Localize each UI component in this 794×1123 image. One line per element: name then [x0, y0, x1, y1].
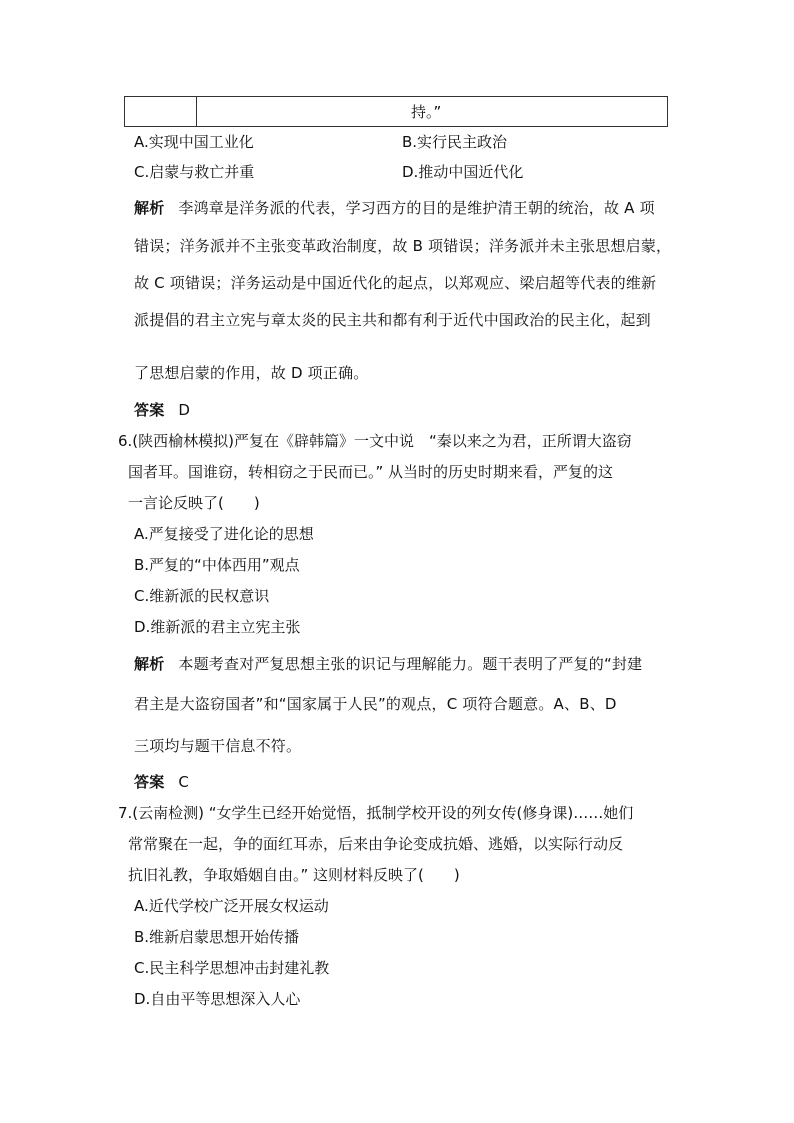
q5-analysis-line-2: 错误；洋务派并不主张变革政治制度，故 B 项错误；洋务派并未主张思想启蒙， [134, 237, 672, 255]
q7-stem-line-1: 7.(云南检测) “女学生已经开始觉悟，抵制学校开设的列女传(修身课)……她们 [118, 804, 634, 822]
q6-option-b: B.严复的“中体西用”观点 [134, 556, 300, 574]
q5-answer-label: 答案 [134, 401, 165, 419]
q6-answer [134, 771, 189, 792]
q6-analysis-line-1: 解析 本题考查对严复思想主张的识记与理解能力。题干表明了严复的“封建 [134, 655, 643, 673]
q5-analysis-line-5: 了思想启蒙的作用，故 D 项正确。 [134, 364, 369, 382]
q6-answer-label: 答案 [134, 773, 165, 791]
q5-analysis-line-1: 解析 李鸿章是洋务派的代表，学习西方的目的是维护清王朝的统治，故 A 项 [134, 199, 655, 217]
q7-option-a: A.近代学校广泛开展女权运动 [134, 897, 329, 915]
q7-option-c: C.民主科学思想冲击封建礼教 [134, 959, 330, 977]
q6-analysis-line-3: 三项均与题干信息不符。 [134, 737, 302, 755]
q7-option-b: B.维新启蒙思想开始传播 [134, 928, 300, 946]
q6-stem-line-1: 6.(陕西榆林模拟)严复在《辟韩篇》一文中说 “秦以来之为君，正所谓大盗窃 [118, 432, 632, 450]
q6-stem-line-3: 一言论反映了( ) [128, 494, 260, 512]
q5-analysis-line-4: 派提倡的君主立宪与章太炎的民主共和都有利于近代中国政治的民主化，起到 [134, 311, 651, 329]
q5-answer [134, 399, 190, 420]
q6-answer-value: C [178, 773, 190, 791]
q5-option-d: D.推动中国近代化 [402, 163, 524, 181]
q7-stem-line-3: 抗旧礼教，争取婚姻自由。” 这则材料反映了( ) [128, 866, 460, 884]
q6-option-c: C.维新派的民权意识 [134, 587, 270, 605]
q5-analysis-line-3: 故 C 项错误；洋务运动是中国近代化的起点，以郑观应、梁启超等代表的维新 [134, 274, 657, 292]
q6-analysis-label: 解析 [134, 655, 165, 673]
q7-option-d: D.自由平等思想深入人心 [134, 990, 301, 1008]
q6-analysis-line-2: 君主是大盗窃国者”和“国家属于人民”的观点，C 项符合题意。A、B、D [134, 695, 617, 713]
q5-option-b: B.实行民主政治 [402, 133, 508, 151]
table-cell-text: 持。” [411, 103, 442, 121]
q5-analysis-label: 解析 [134, 199, 165, 217]
q7-stem-line-2: 常常聚在一起，争的面红耳赤，后来由争论变成抗婚、逃婚，以实际行动反 [128, 835, 624, 853]
q6-option-d: D.维新派的君主立宪主张 [134, 618, 301, 636]
table-divider [196, 97, 197, 126]
q5-option-c: C.启蒙与救亡并重 [134, 163, 255, 181]
q5-option-a: A.实现中国工业化 [134, 133, 254, 151]
q5-answer-value: D [178, 401, 191, 419]
table-fragment [124, 96, 668, 127]
q6-stem-line-2: 国者耳。国谁窃，转相窃之于民而已。” 从当时的历史时期来看，严复的这 [128, 463, 614, 481]
q6-option-a: A.严复接受了进化论的思想 [134, 525, 314, 543]
